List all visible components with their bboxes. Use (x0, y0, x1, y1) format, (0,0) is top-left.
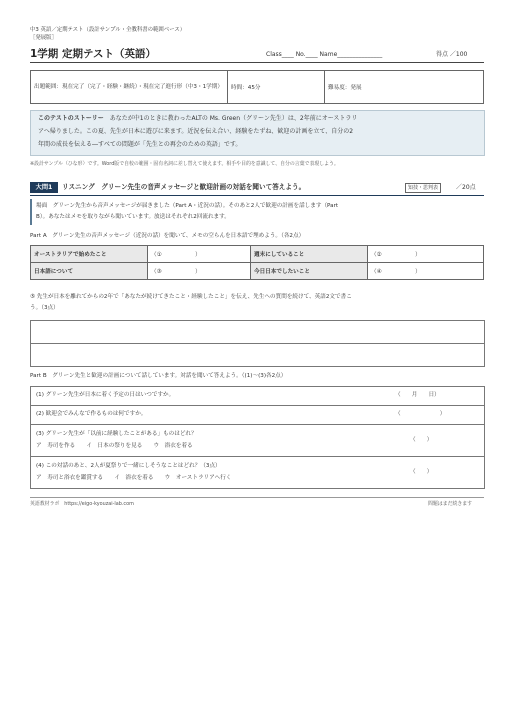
answer-field[interactable]: （ ） (410, 469, 433, 475)
memo-label: 週末にしていること (251, 246, 368, 263)
skill-tag: 知技・思判表 (405, 183, 441, 193)
story-heading: このテストのストーリー (38, 115, 104, 122)
q5-text2: う。（3点） (30, 305, 59, 311)
time-cell: 時間：45分 (228, 71, 325, 104)
part-b-q1: (1) グリーン先生が日本に着く予定の日はいつですか。 (36, 392, 175, 398)
answer-field[interactable]: （① ） (148, 246, 251, 263)
answer-field[interactable]: （④ ） (368, 263, 484, 280)
scene-text1: 場面 グリーン先生から音声メッセージが届きました（Part A・近況の話）。そのあと2人で歓迎の計画を話します（Part (36, 203, 339, 209)
header-rule (30, 62, 484, 63)
scope-cell: 出題範囲：現在完了（完了・経験・継続）・現在完了進行形（中3・1学期） (31, 71, 228, 104)
memo-label: 日本語について (31, 263, 148, 280)
answer-field[interactable]: （ ） (395, 411, 446, 417)
answer-field[interactable]: （③ ） (148, 263, 251, 280)
question-title: リスニング グリーン先生の音声メッセージと歓迎計画の対話を聞いて答えよう。 (62, 183, 306, 191)
part-a-table (30, 245, 484, 280)
question-points: ／20点 (456, 184, 476, 191)
part-a-instruction: Part A グリーン先生の音声メッセージ（近況の話）を聞いて、メモの空らんを日本語で埋めよう。（各2点） (30, 233, 305, 239)
story-text1: あなたが中1のときに教わったALTの Ms. Green（グリーン先生）は、2年前にオーストラリ (109, 115, 358, 122)
part-b-q4: (4) この対話のあと、2人が夏祭りで一緒にしそうなことはどれ？（3点） (36, 463, 221, 469)
story-text-line1 (38, 115, 357, 122)
part-b-q3: (3) グリーン先生が「以前に経験したことがある」ものはどれ？ (36, 431, 197, 437)
student-fields: Class____ No.____ Name_______________ (266, 51, 383, 58)
header-edition: ［発展版］ (30, 35, 57, 41)
q5-text1: ⑤ 先生が日本を離れてからの2年で「あなたが続けてきたこと・経験したこと」を伝え、先生への質問を続けて、英語2文で書こ (30, 294, 352, 300)
header-subtitle: 中3 英語／定期テスト（設計サンプル・全教科書の範囲ベース） (30, 27, 186, 33)
memo-label: 今日日本でしたいこと (251, 263, 368, 280)
story-text2: アへ帰りました。この夏、先生が日本に遊びに来ます。近況を伝え合い、経験をたずね、歓迎の計画を立て、自分の2 (38, 128, 354, 135)
page-title: 1学期 定期テスト（英語） (30, 48, 157, 60)
sample-note: ※設計サンプル（ひな形）です。Word版で自校の範囲・固有名詞に差し替えて使えます。相手や目的を意識して、自分の言葉で表現しよう。 (30, 161, 339, 167)
part-b-instruction: Part B グリーン先生と歓迎の計画について話しています。対話を聞いて答えよう。（(1)〜(3)各2点） (30, 373, 287, 379)
footer-continue: 問題はまだ続きます (428, 501, 473, 507)
part-b-q3-options: ア 寿司を作る イ 日本の祭りを見る ウ 浴衣を着る (36, 443, 193, 449)
writing-line[interactable] (30, 320, 485, 344)
scene-text2: B）。あなたはメモを取りながら聞いています。放送はそれぞれ2回流れます。 (36, 214, 230, 220)
score-label: 得点 ／100 (436, 51, 468, 58)
info-table (30, 70, 484, 104)
story-text3: 年間の成長を伝える―すべての問題が「先生との再会のための英語」です。 (38, 141, 242, 148)
footer-site: 英語教材ラボ https://eigo-kyouzai-lab.com (30, 501, 134, 507)
part-b-q2: (2) 歓迎会でみんなで作るものは何ですか。 (36, 411, 147, 417)
footer-rule (30, 497, 484, 498)
memo-label: オーストラリアで始めたこと (31, 246, 148, 263)
answer-field[interactable]: （② ） (368, 246, 484, 263)
scene-marker (30, 199, 32, 225)
answer-field[interactable]: （ 月 日） (395, 392, 440, 398)
question-rule (30, 195, 484, 196)
level-cell: 難易度：発展 (325, 71, 484, 104)
writing-line[interactable] (30, 343, 485, 367)
question-badge: 大問1 (30, 182, 58, 193)
answer-field[interactable]: （ ） (410, 437, 433, 443)
part-b-q4-options: ア 寿司と浴衣を鑑賞する イ 浴衣を着る ウ オーストラリアへ行く (36, 475, 232, 481)
